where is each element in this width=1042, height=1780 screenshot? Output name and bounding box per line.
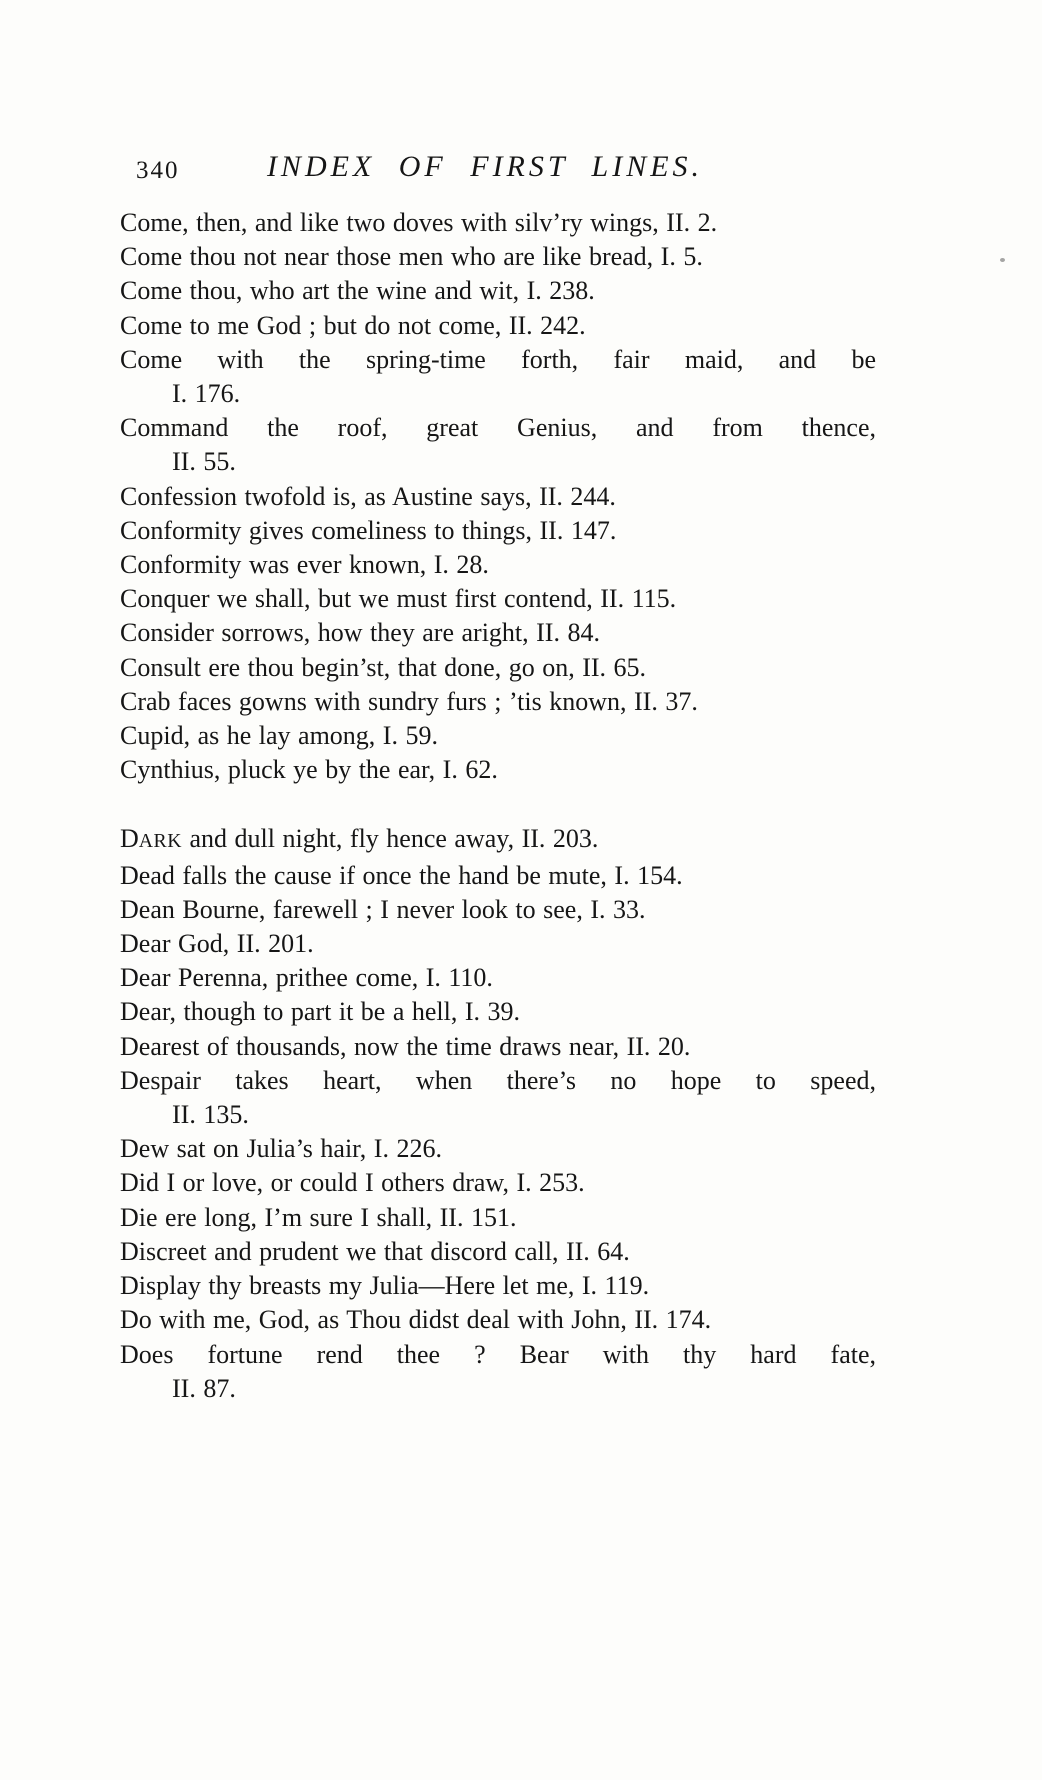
entry-text: Conformity gives comeliness to things, II. 147.	[120, 515, 617, 545]
entry-text: Come to me God ; but do not come, II. 242.	[120, 310, 586, 340]
entry-first-line	[120, 1201, 876, 1235]
entry-text: Consider sorrows, how they are aright, II. 84.	[120, 618, 600, 648]
entry-text: Dear God, II. 201.	[120, 929, 314, 959]
index-entry	[120, 274, 876, 308]
index-entry	[120, 1064, 876, 1132]
entry-first-line	[120, 274, 876, 308]
entry-first-line	[120, 240, 876, 274]
index-entry	[120, 753, 876, 787]
entry-text: Dear, though to part it be a hell, I. 39.	[120, 997, 521, 1027]
entry-text: Cupid, as he lay among, I. 59.	[120, 721, 438, 751]
entry-text: Dew sat on Julia’s hair, I. 226.	[120, 1134, 442, 1164]
entry-first-line	[120, 859, 876, 893]
entry-text: Discreet and prudent we that discord call, II. 64.	[120, 1236, 630, 1266]
entry-first-line	[120, 753, 876, 787]
entry-text: Conquer we shall, but we must first contend, II. 115.	[120, 584, 677, 614]
index-entry	[120, 480, 876, 514]
index-entry	[120, 240, 876, 274]
index-list	[120, 206, 876, 1406]
index-entry	[120, 1269, 876, 1303]
entry-first-line	[120, 651, 876, 685]
running-header	[0, 150, 1042, 192]
page-title: INDEX OF FIRST LINES.	[266, 150, 704, 183]
entry-first-line	[120, 822, 876, 858]
entry-first-line	[120, 961, 876, 995]
index-entry	[120, 822, 876, 858]
entry-text: Dear Perenna, prithee come, I. 110.	[120, 963, 493, 993]
entry-continuation: I. 176.	[172, 379, 241, 409]
entry-first-line	[120, 206, 876, 240]
index-entry	[120, 411, 876, 479]
entry-first-line	[120, 343, 876, 377]
entry-text: Dean Bourne, farewell ; I never look to see, I. 33.	[120, 894, 646, 924]
entry-text: Die ere long, I’m sure I shall, II. 151.	[120, 1202, 517, 1232]
index-entry	[120, 343, 876, 411]
index-entry	[120, 927, 876, 961]
entry-text: Despair takes heart, when there’s no hope to speed,	[120, 1065, 876, 1095]
entry-text: Display thy breasts my Julia—Here let me, I. 119.	[120, 1271, 650, 1301]
index-entry	[120, 206, 876, 240]
entry-text: Come, then, and like two doves with silv’ry wings, II. 2.	[120, 208, 718, 237]
entry-first-line	[120, 1132, 876, 1166]
entry-text: Do with me, God, as Thou didst deal with John, II. 174.	[120, 1305, 712, 1335]
entry-text: Consult ere thou begin’st, that done, go on, II. 65.	[120, 652, 647, 682]
entry-first-line	[120, 1269, 876, 1303]
entry-first-line	[120, 1030, 876, 1064]
page-number: 340	[136, 157, 180, 184]
index-entry	[120, 995, 876, 1029]
entry-text: Come thou not near those men who are like bread, I. 5.	[120, 242, 703, 272]
entry-continuation: II. 135.	[172, 1100, 249, 1130]
index-entry	[120, 961, 876, 995]
entry-first-line	[120, 893, 876, 927]
entry-text: Come with the spring-time forth, fair maid, and be	[120, 344, 876, 374]
entry-first-line	[120, 927, 876, 961]
index-entry	[120, 685, 876, 719]
entry-first-line	[120, 480, 876, 514]
index-entry	[120, 1338, 876, 1406]
index-entry	[120, 616, 876, 650]
entry-first-line	[120, 1235, 876, 1269]
entry-first-line	[120, 582, 876, 616]
scan-speck-artifact	[1000, 258, 1005, 262]
index-entry	[120, 309, 876, 343]
entry-first-line	[120, 411, 876, 445]
entry-text: Conformity was ever known, I. 28.	[120, 550, 489, 580]
entry-first-line	[120, 1303, 876, 1337]
entry-lead-smallcaps: ARK	[138, 830, 182, 853]
entry-text: Dearest of thousands, now the time draws near, II. 20.	[120, 1031, 691, 1061]
index-entry	[120, 582, 876, 616]
entry-first-line	[120, 1064, 876, 1098]
entry-continuation: II. 87.	[172, 1373, 236, 1403]
entry-first-line	[120, 685, 876, 719]
index-entry	[120, 1235, 876, 1269]
index-entry	[120, 719, 876, 753]
entry-lead-word	[120, 824, 182, 853]
entry-lead-initial: D	[120, 824, 139, 854]
index-entry	[120, 859, 876, 893]
entry-text: Come thou, who art the wine and wit, I. 238.	[120, 276, 595, 306]
entry-text: Crab faces gowns with sundry furs ; ’tis known, II. 37.	[120, 686, 698, 716]
index-entry	[120, 651, 876, 685]
entry-text: Command the roof, great Genius, and from thence,	[120, 413, 876, 443]
entry-text: Cynthius, pluck ye by the ear, I. 62.	[120, 755, 498, 785]
entry-first-line	[120, 1338, 876, 1372]
index-entry	[120, 1166, 876, 1200]
index-entry	[120, 1132, 876, 1166]
entry-continuation: II. 55.	[172, 447, 236, 477]
entry-text: Dead falls the cause if once the hand be mute, I. 154.	[120, 860, 683, 890]
entry-first-line	[120, 514, 876, 548]
index-entry	[120, 1030, 876, 1064]
entry-text: Did I or love, or could I others draw, I. 253.	[120, 1168, 585, 1198]
index-entry	[120, 1201, 876, 1235]
entry-first-line	[120, 719, 876, 753]
entry-first-line	[120, 995, 876, 1029]
index-entry	[120, 1303, 876, 1337]
entry-first-line	[120, 309, 876, 343]
index-entry	[120, 548, 876, 582]
entry-first-line	[120, 1166, 876, 1200]
index-entry	[120, 893, 876, 927]
entry-first-line	[120, 548, 876, 582]
entry-text: Confession twofold is, as Austine says, II. 244.	[120, 481, 616, 511]
entry-text: Does fortune rend thee ? Bear with thy hard fate,	[120, 1339, 876, 1369]
entry-first-line	[120, 616, 876, 650]
index-entry	[120, 514, 876, 548]
entry-text: and dull night, fly hence away, II. 203.	[181, 824, 599, 854]
